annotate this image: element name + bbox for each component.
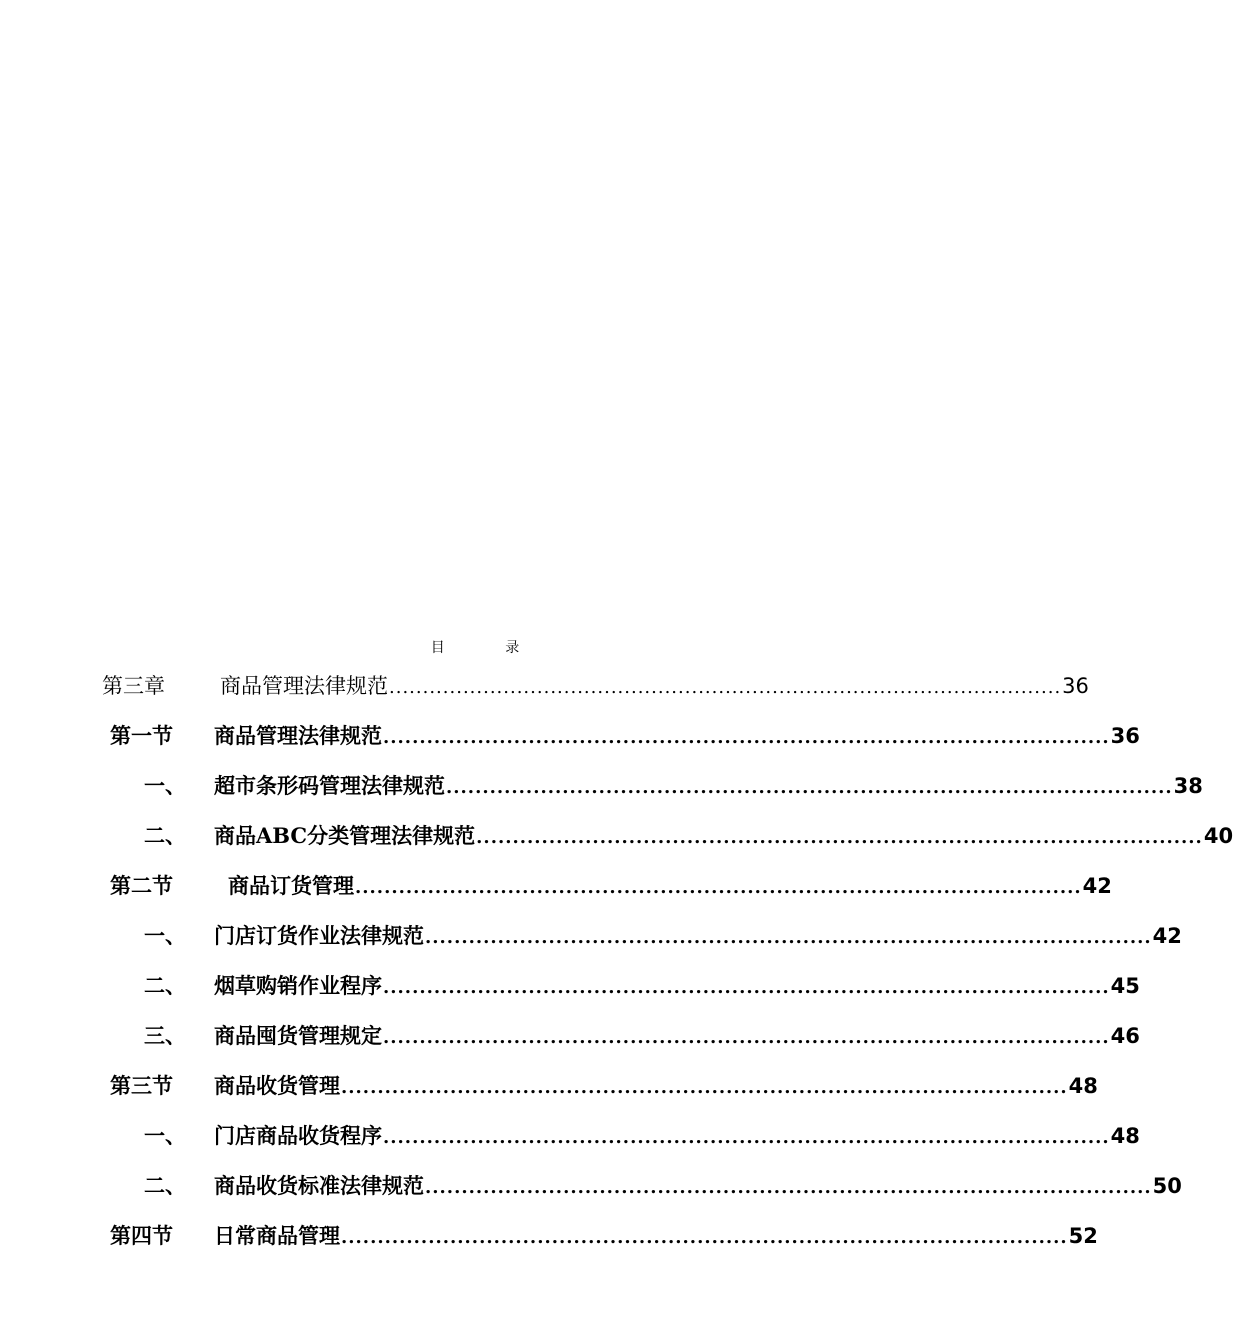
toc-entry-number: 二、 (144, 1173, 186, 1198)
toc-entry-item[interactable] (144, 970, 1140, 1000)
toc-entry-item[interactable] (144, 820, 1233, 850)
toc-entry-label: 日常商品管理 (214, 1223, 340, 1248)
toc-entry-section-4[interactable] (110, 1220, 1098, 1250)
toc-entry-label: 商品收货管理 (214, 1073, 340, 1098)
toc-entry-label: 烟草购销作业程序 (214, 973, 382, 998)
toc-leader-dots: .................................................................................................... (425, 1177, 1152, 1198)
toc-entry-page: 42 (1082, 874, 1112, 898)
toc-entry-number: 三、 (144, 1023, 186, 1048)
toc-leader-dots: .................................................................................................... (383, 1127, 1110, 1148)
toc-entry-label: 门店订货作业法律规范 (214, 923, 424, 948)
toc-leader-dots: .................................................................................................... (383, 1027, 1110, 1048)
toc-entry-page: 42 (1152, 924, 1182, 948)
toc-entry-label: 商品囤货管理规定 (214, 1023, 382, 1048)
toc-entry-page: 36 (1062, 674, 1089, 698)
toc-leader-dots: .................................................................................................... (446, 777, 1173, 798)
toc-entry-page: 46 (1110, 1024, 1140, 1048)
toc-leader-dots: .................................................................................................... (389, 677, 1062, 698)
toc-leader-dots: .................................................................................................... (476, 827, 1203, 848)
toc-entry-number: 一、 (144, 923, 186, 948)
toc-entry-number: 二、 (144, 973, 186, 998)
toc-entry-label: 商品ABC分类管理法律规范 (214, 823, 476, 848)
toc-entry-page: 48 (1110, 1124, 1140, 1148)
toc-entry-page: 48 (1068, 1074, 1098, 1098)
toc-leader-dots: .................................................................................................... (341, 1077, 1068, 1098)
toc-entry-number: 第三章 (102, 674, 165, 698)
toc-entry-page: 38 (1173, 774, 1203, 798)
toc-leader-dots: .................................................................................................... (425, 927, 1152, 948)
toc-leader-dots: .................................................................................................... (383, 727, 1110, 748)
toc-entry-number: 第四节 (110, 1223, 173, 1248)
toc-entry-section-2[interactable] (110, 870, 1112, 900)
toc-entry-section-3[interactable] (110, 1070, 1098, 1100)
toc-entry-number: 第二节 (110, 873, 173, 898)
toc-entry-item[interactable] (144, 1020, 1140, 1050)
toc-entry-chapter-3[interactable] (102, 670, 1089, 700)
toc-entry-label: 商品订货管理 (228, 873, 354, 898)
toc-entry-label: 商品收货标准法律规范 (214, 1173, 424, 1198)
toc-entry-label: 商品管理法律规范 (214, 723, 382, 748)
toc-leader-dots: .................................................................................................... (383, 977, 1110, 998)
toc-leader-dots: .................................................................................................... (341, 1227, 1068, 1248)
toc-entry-number: 一、 (144, 1123, 186, 1148)
toc-entry-page: 40 (1203, 824, 1233, 848)
toc-entry-page: 50 (1152, 1174, 1182, 1198)
toc-entry-item[interactable] (144, 770, 1203, 800)
toc-entry-number: 第三节 (110, 1073, 173, 1098)
toc-title: 目 录 (430, 640, 548, 656)
toc-entry-label: 商品管理法律规范 (220, 674, 388, 698)
toc-entry-number: 一、 (144, 773, 186, 798)
toc-entry-page: 45 (1110, 974, 1140, 998)
toc-entry-label: 门店商品收货程序 (214, 1123, 382, 1148)
toc-entry-page: 36 (1110, 724, 1140, 748)
toc-entry-page: 52 (1068, 1224, 1098, 1248)
toc-entry-item[interactable] (144, 920, 1182, 950)
toc-entry-section-1[interactable] (110, 720, 1140, 750)
toc-leader-dots: .................................................................................................... (355, 877, 1082, 898)
toc-entry-item[interactable] (144, 1120, 1140, 1150)
toc-entry-item[interactable] (144, 1170, 1182, 1200)
toc-entry-number: 第一节 (110, 723, 173, 748)
toc-entry-number: 二、 (144, 823, 186, 848)
toc-entry-label: 超市条形码管理法律规范 (214, 773, 445, 798)
